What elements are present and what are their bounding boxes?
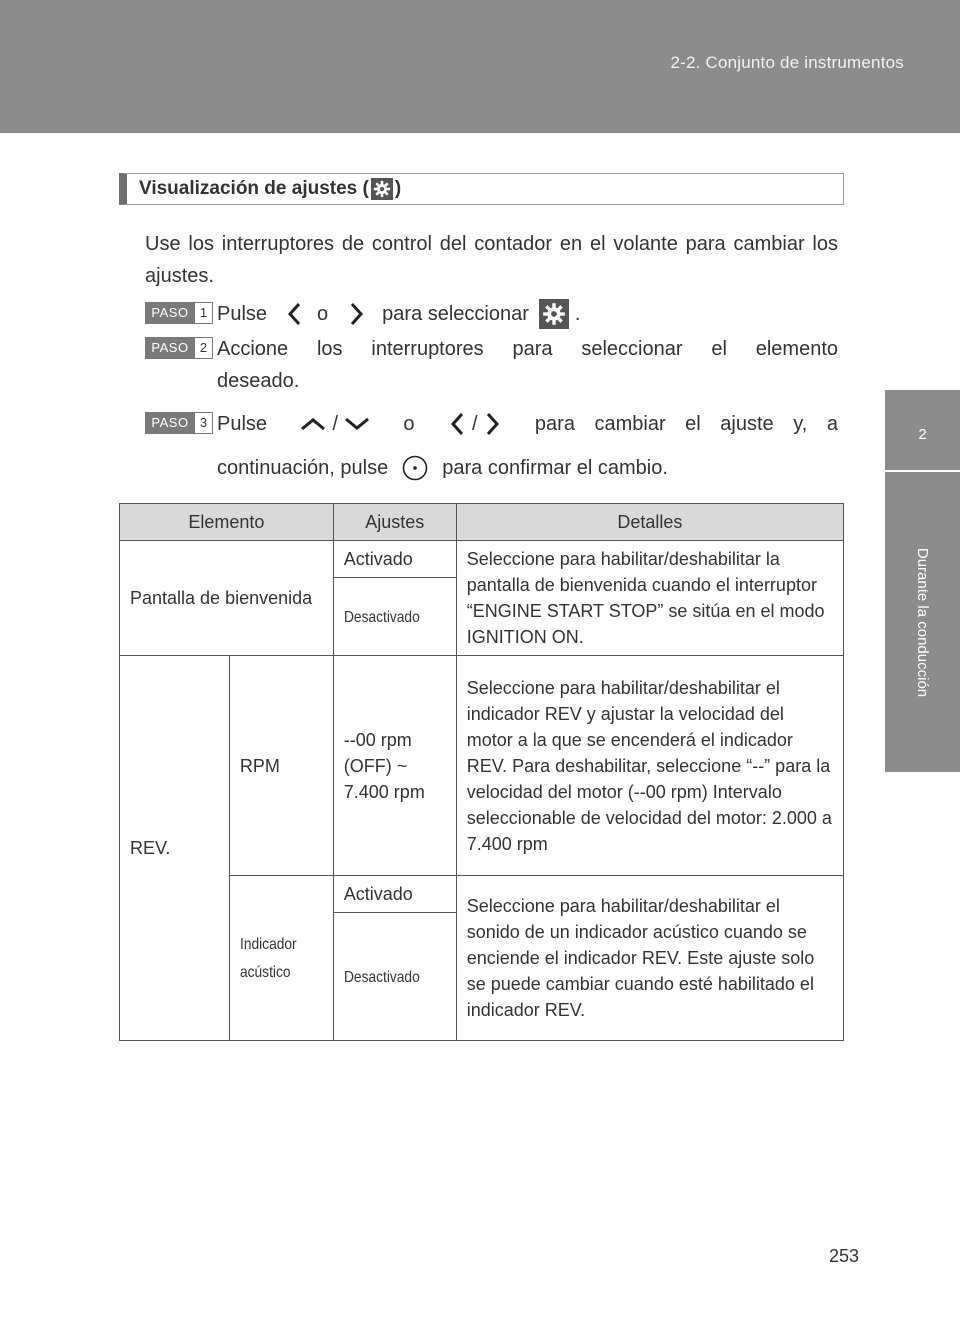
step-3 [145, 408, 838, 488]
step-text: / [332, 413, 338, 435]
header-settings: Ajustes [333, 504, 456, 541]
header-details: Detalles [456, 504, 843, 541]
chevron-left-icon [279, 302, 309, 326]
table-row [120, 541, 844, 578]
step-badge [145, 302, 213, 324]
details-buzzer: Seleccione para habilitar/deshabilitar el sonido de un indicador acústico cuando se enciende el indicador REV. Este ajuste solo se puede cambiar cuando esté habilitado el indicador REV. [456, 876, 843, 1041]
step-text: deseado. [217, 370, 300, 392]
cell-text: Desactivado [343, 608, 420, 626]
step-text: para cambiar el ajuste y, a [534, 413, 838, 435]
step-badge [145, 412, 213, 434]
badge-word: PASO [146, 338, 194, 358]
cell-text: Indicador [239, 936, 297, 953]
step-badge [145, 337, 213, 359]
step-1 [145, 298, 838, 330]
cell-text: acústico [239, 964, 291, 981]
chevron-left-icon [446, 412, 468, 436]
page-header [0, 0, 960, 133]
step-text: o [403, 413, 415, 435]
badge-word: PASO [146, 303, 194, 323]
chevron-down-icon [342, 417, 372, 431]
chevron-right-icon [342, 302, 372, 326]
side-tab-number: 2 [885, 390, 960, 470]
intro-paragraph: Use los interruptores de control del contador en el volante para cambiar los ajustes. [145, 233, 838, 287]
sub-buzzer [229, 876, 333, 1041]
page-number: 253 [829, 1246, 860, 1266]
section-heading [119, 173, 844, 205]
step-text: continuación, pulse [217, 457, 389, 479]
step-text: para seleccionar [382, 303, 529, 325]
setting-on: Activado [333, 541, 456, 578]
cell-text: 7.400 rpm [343, 781, 425, 802]
gear-icon [371, 178, 393, 200]
step-text: Pulse [217, 413, 268, 435]
step-text: Accione los interruptores para seleccionar el elemento [217, 338, 838, 360]
badge-number: 2 [194, 338, 212, 358]
settings-table [119, 503, 844, 1041]
section-title-start: Visualización de ajustes ( [139, 178, 369, 199]
badge-word: PASO [146, 413, 194, 433]
table-row [120, 656, 844, 876]
table-header-row [120, 504, 844, 541]
details-rpm: Seleccione para habilitar/deshabilitar el indicador REV y ajustar la velocidad del motor a la que se encenderá el indicador REV. Para deshabilitar, seleccione “--” para la velocidad del motor (--00 rpm) Intervalo seleccionable de velocidad del motor: 2.000 a 7.400 rpm [456, 656, 843, 876]
step-2 [145, 333, 838, 397]
cell-text: (OFF) ~ [343, 755, 408, 776]
chevron-up-icon [298, 417, 328, 431]
badge-number: 3 [194, 413, 212, 433]
step-text: o [317, 303, 329, 325]
header-item: Elemento [120, 504, 334, 541]
setting-on: Activado [333, 876, 456, 913]
sub-rpm: RPM [229, 656, 333, 876]
details-welcome: Seleccione para habilitar/deshabilitar la pantalla de bienvenida cuando el interruptor “ENGINE START STOP” se sitúa en el modo IGNITION ON. [456, 541, 843, 656]
cell-text: Desactivado [343, 968, 420, 986]
step-2-text [217, 333, 838, 397]
side-tab-label-wrap [885, 472, 960, 772]
step-text: Pulse [217, 303, 268, 325]
side-tab-label: Durante la conducción [914, 547, 932, 697]
step-text: para confirmar el cambio. [442, 457, 668, 479]
gear-icon [539, 299, 569, 329]
step-3-text [217, 408, 838, 484]
cell-text: Pantalla de bienvenida [130, 588, 313, 608]
section-title-end: ) [394, 178, 402, 199]
setting-off [333, 913, 456, 1041]
item-welcome [120, 541, 334, 656]
badge-number: 1 [194, 303, 212, 323]
setting-off [333, 578, 456, 656]
center-button-icon [400, 454, 430, 482]
step-text: / [471, 413, 478, 435]
setting-rpm-range [333, 656, 456, 876]
step-1-text [217, 298, 580, 330]
item-rev: REV. [120, 656, 230, 1041]
chevron-right-icon [482, 412, 504, 436]
step-text: . [574, 303, 581, 325]
chapter-title: 2-2. Conjunto de instrumentos [670, 53, 904, 72]
cell-text: --00 rpm [343, 729, 412, 750]
